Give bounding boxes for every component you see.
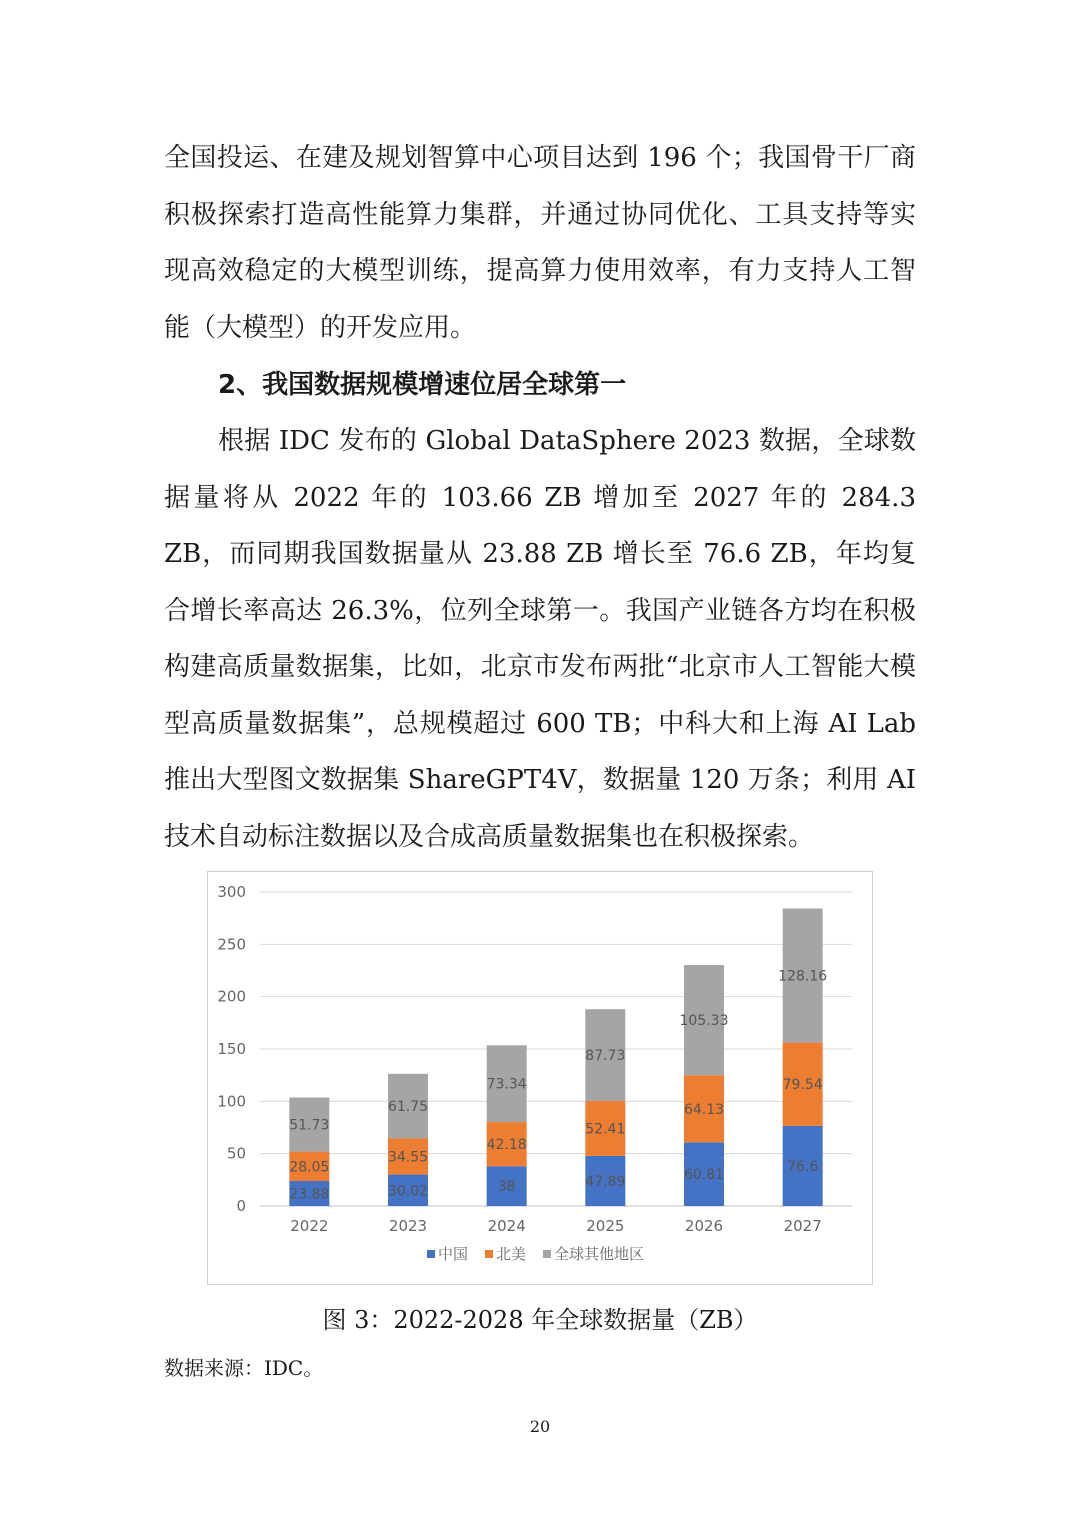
segment-value-label: 38 [497,1179,516,1196]
page-number: 20 [529,1417,551,1436]
paragraph-1: 全国投运、在建及规划智算中心项目达到 196 个；我国骨干厂商积极探索打造高性能算力集群，并通过协同优化、工具支持等实现高效稳定的大模型训练，提高算力使用效率，有力支持人工智能（大模型）的开发应用。 [164,143,916,343]
segment-value-label: 23.88 [289,1186,330,1203]
section-heading: 2、我国数据规模增速位居全球第一 [218,370,627,400]
y-tick-label: 300 [217,883,246,901]
x-category-label: 2022 [290,1217,329,1235]
segment-value-label: 30.02 [387,1183,429,1200]
segment-value-label: 60.81 [683,1167,725,1184]
x-category-label: 2025 [586,1217,625,1235]
segment-value-label: 51.73 [289,1117,330,1134]
x-category-label: 2023 [388,1217,428,1235]
y-tick-label: 200 [217,987,246,1006]
bars [289,908,822,1206]
segment-value-label: 79.54 [782,1077,823,1094]
segment-value-label: 128.16 [778,968,828,985]
legend-label: 全球其他地区 [554,1245,645,1263]
legend [427,1245,644,1263]
segment-labels [289,969,827,1203]
x-category-label: 2027 [783,1217,822,1235]
figure-caption: 图 3：2022-2028 年全球数据量（ZB） [322,1306,758,1334]
legend-label: 中国 [438,1245,469,1263]
grid-lines [260,892,852,1206]
segment-value-label: 73.34 [486,1076,527,1093]
y-tick-label: 250 [217,935,246,954]
legend-swatch [427,1250,435,1258]
legend-label: 北美 [496,1245,527,1263]
x-category-label: 2024 [487,1217,526,1235]
segment-value-label: 87.73 [585,1048,626,1065]
x-axis-categories [290,1217,822,1235]
y-axis-ticks [217,883,246,1215]
segment-value-label: 105.33 [679,1013,729,1030]
paragraph-2: 根据 IDC 发布的 Global DataSphere 2023 数据，全球数据量将从 2022 年的 103.66 ZB 增加至 2027 年的 284.3 ZB，而同期我国数据量从 23.88 ZB 增长至 76.6 ZB，年均复合增长率高达 26.3%，位列全球第一。我国产业链各方均在积极构建高质量数据集，比如，北京市发布两批“北京市人工智能大模型高质量数据集”，总规模超过 600 TB；中科大和上海 AI Lab 推出大型图文数据集 ShareGPT4V，数据量 120 万条；利用 AI 技术自动标注数据以及合成高质量数据集也在积极探索。 [164,426,916,852]
y-tick-label: 150 [217,1040,246,1058]
segment-value-label: 76.6 [787,1158,819,1175]
legend-swatch [485,1250,493,1258]
segment-value-label: 52.41 [585,1121,626,1138]
segment-value-label: 42.18 [486,1137,527,1154]
segment-value-label: 64.13 [683,1101,725,1118]
y-tick-label: 100 [217,1092,246,1111]
y-tick-label: 0 [236,1197,246,1215]
chart-svg [208,872,874,1286]
segment-value-label: 28.05 [289,1159,330,1176]
segment-value-label: 34.55 [387,1149,429,1166]
legend-swatch [543,1250,551,1258]
segment-value-label: 47.89 [585,1173,626,1190]
data-volume-chart [207,871,873,1285]
x-category-label: 2026 [684,1217,724,1235]
y-tick-label: 50 [226,1144,246,1163]
source-note: 数据来源：IDC。 [164,1356,324,1380]
segment-value-label: 61.75 [387,1099,429,1116]
